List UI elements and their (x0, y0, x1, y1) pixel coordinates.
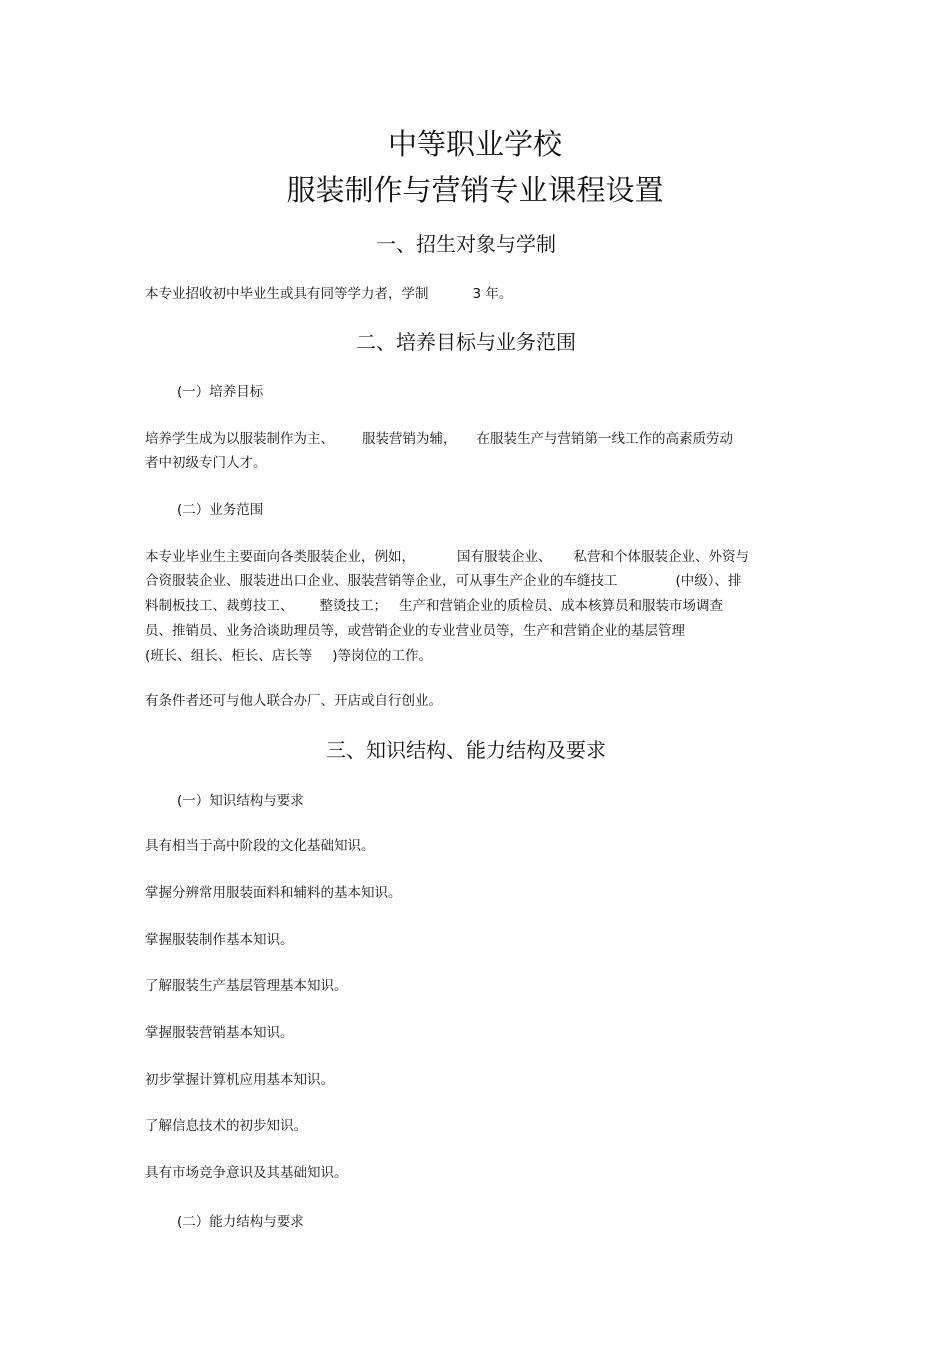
section-2-sub-1: (一）培养目标 (177, 384, 264, 400)
section-1-text (145, 282, 512, 302)
scope-line-4: 员、推销员、业务洽谈助理员等，或营销企业的专业营业员等，生产和营销企业的基层管理 (145, 623, 685, 639)
knowledge-item: 掌握服装制作基本知识。 (145, 932, 294, 948)
section-3-sub-2: (二）能力结构与要求 (177, 1214, 304, 1230)
knowledge-item: 具有相当于高中阶段的文化基础知识。 (145, 838, 375, 854)
knowledge-item: 了解服装生产基层管理基本知识。 (145, 978, 348, 994)
scope-text: 合资服装企业、服装进出口企业、服装营销等企业，可从事生产企业的车缝技工 (145, 573, 618, 589)
section-1-text-part: 本专业招收初中毕业生或具有同等学力者，学制 (145, 286, 429, 302)
scope-text: 料制板技工、裁剪技工、 (145, 598, 294, 614)
knowledge-item: 初步掌握计算机应用基本知识。 (145, 1072, 334, 1088)
section-2-sub-2: (二）业务范围 (177, 502, 264, 518)
knowledge-item: 具有市场竞争意识及其基础知识。 (145, 1165, 348, 1181)
title-line-1: 中等职业学校 (387, 127, 562, 161)
title-line-2: 服装制作与营销专业课程设置 (286, 173, 664, 207)
goal-text: 服装营销为辅， (362, 431, 457, 447)
goal-text: 培养学生成为以服装制作为主、 (145, 431, 334, 447)
knowledge-item: 掌握分辨常用服装面料和辅料的基本知识。 (145, 885, 402, 901)
scope-extra: 有条件者还可与他人联合办厂、开店或自行创业。 (145, 693, 442, 709)
scope-text: 生产和营销企业的质检员、成本核算员和服装市场调查 (399, 598, 723, 614)
scope-text: 私营和个体服装企业、外资与 (573, 549, 749, 565)
scope-text: (中级）、排 (675, 573, 742, 589)
section-1-heading: 一、招生对象与学制 (376, 232, 556, 256)
section-3-heading: 三、知识结构、能力结构及要求 (326, 738, 606, 762)
scope-line-1 (145, 545, 749, 565)
scope-text: (班长、组长、柜长、店长等 (145, 648, 313, 664)
knowledge-item: 了解信息技术的初步知识。 (145, 1118, 307, 1134)
section-1-text-part: 3 年。 (472, 286, 513, 302)
scope-text: 整烫技工； (319, 598, 387, 614)
scope-line-3 (145, 594, 723, 614)
section-2-heading: 二、培养目标与业务范围 (356, 330, 576, 354)
goal-line-1 (145, 427, 733, 447)
goal-text: 在服装生产与营销第一线工作的高素质劳动 (476, 431, 733, 447)
scope-text: 本专业毕业生主要面向各类服装企业，例如， (145, 549, 415, 565)
section-3-sub-1: (一）知识结构与要求 (177, 793, 304, 809)
knowledge-item: 掌握服装营销基本知识。 (145, 1025, 294, 1041)
scope-text: )等岗位的工作。 (332, 648, 433, 664)
scope-line-2 (145, 569, 742, 589)
scope-text: 国有服装企业、 (457, 549, 552, 565)
goal-line-2: 者中初级专门人才。 (145, 455, 267, 471)
scope-line-5 (145, 644, 432, 664)
